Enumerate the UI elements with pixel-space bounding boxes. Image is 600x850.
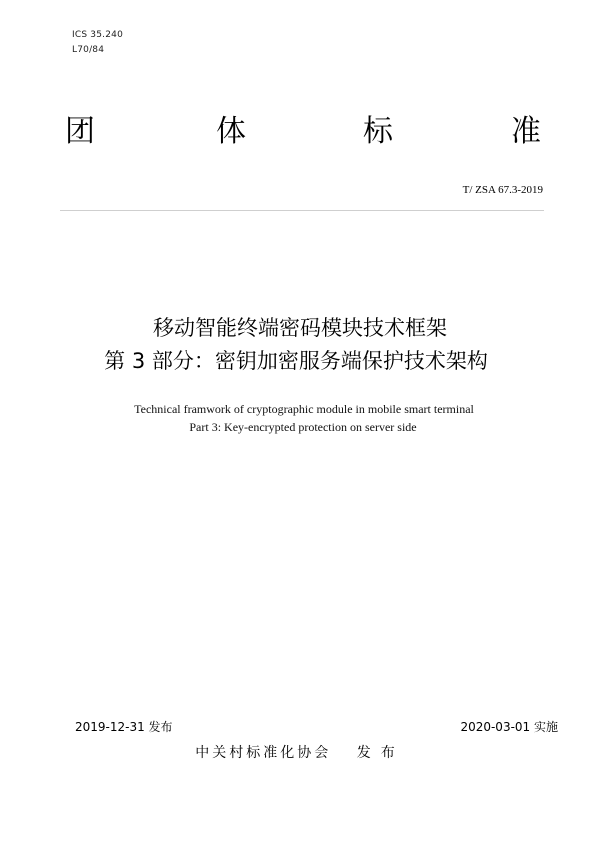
ics-code: ICS 35.240 (72, 30, 124, 40)
classification-codes (72, 28, 123, 58)
category-char-3: 标 (363, 114, 393, 149)
implement-date: 2020-03-01 实施 (460, 720, 558, 734)
title-cn-line2: 第 3 部分：密钥加密服务端保护技术架构 (104, 349, 488, 373)
standard-number: T/ ZSA 67.3-2019 (462, 184, 543, 196)
header-divider (60, 210, 544, 211)
title-en-line1: Technical framwork of cryptographic module in mobile smart terminal (134, 402, 474, 416)
category-char-2: 体 (216, 114, 246, 149)
title-en-line2: Part 3: Key-encrypted protection on server side (189, 420, 417, 434)
publisher-verb: 发布 (356, 745, 405, 761)
category-char-1: 团 (65, 114, 95, 149)
publisher-line (0, 741, 600, 765)
title-cn-line1: 移动智能终端密码模块技术框架 (153, 316, 447, 340)
publish-date: 2019-12-31 发布 (75, 720, 173, 734)
standard-category (0, 112, 600, 152)
ccs-code: L70/84 (72, 45, 105, 55)
category-char-4: 准 (511, 114, 541, 149)
publisher-org: 中关村标准化协会 (195, 745, 332, 761)
